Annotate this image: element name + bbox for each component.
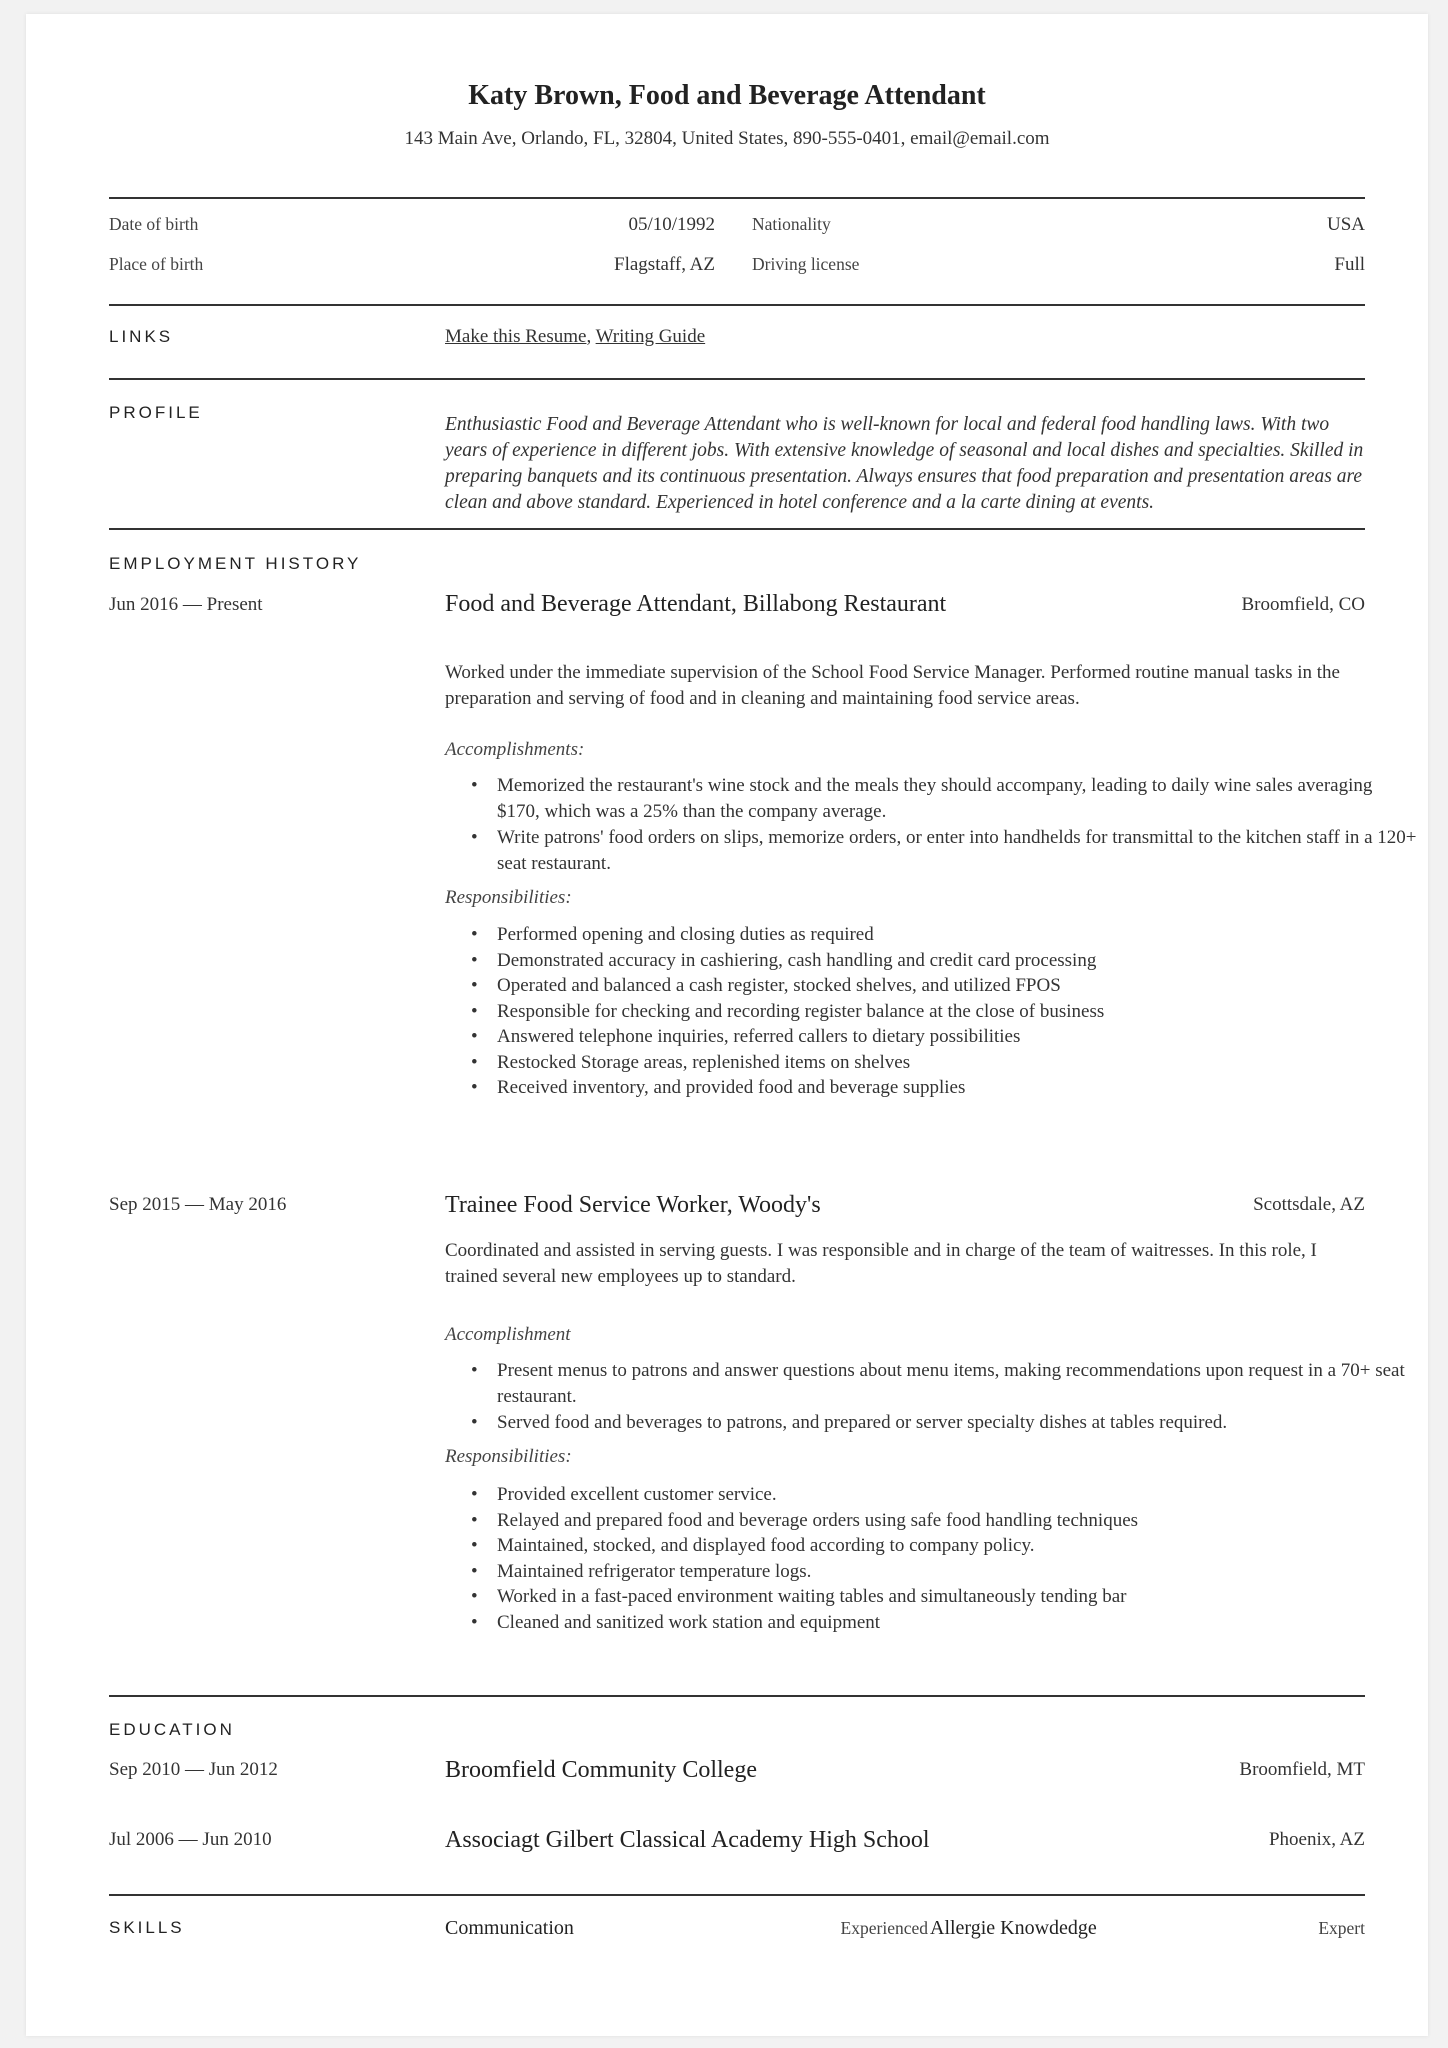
job-dates: Sep 2015 — May 2016 bbox=[109, 1194, 287, 1215]
list-item: • Demonstrated accuracy in cashiering, cash handling and credit card processing bbox=[497, 948, 1417, 974]
resume-page bbox=[26, 14, 1428, 2036]
job-dates: Jun 2016 — Present bbox=[109, 594, 263, 615]
dob-label: Date of birth bbox=[109, 214, 199, 234]
pob-value: Flagstaff, AZ bbox=[614, 254, 715, 275]
accomplishments-list bbox=[445, 773, 1417, 877]
list-item: • Write patrons' food orders on slips, memorize orders, or enter into handhelds for transmittal to the kitchen staff in a 120+ seat restaurant. bbox=[497, 825, 1417, 877]
job-description: Coordinated and assisted in serving guests. I was responsible and in charge of the team of waitresses. In this role, I trained several new employees up to standard. bbox=[445, 1240, 1317, 1287]
list-item: • Memorized the restaurant's wine stock and the meals they should accompany, leading to daily wine sales averaging $170, which was a 25% than the company average. bbox=[497, 773, 1417, 825]
list-item: • Operated and balanced a cash register, stocked shelves, and utilized FPOS bbox=[497, 973, 1417, 999]
list-item: • Relayed and prepared food and beverage orders using safe food handling techniques bbox=[497, 1508, 1417, 1534]
writing-guide-link[interactable]: Writing Guide bbox=[595, 326, 706, 347]
responsibilities-list bbox=[445, 922, 1417, 1101]
divider bbox=[109, 1695, 1365, 1697]
divider bbox=[109, 1894, 1365, 1896]
job-description: Worked under the immediate supervision of the School Food Service Manager. Performed routine manual tasks in the preparation and serving of food and in cleaning and maintaining food service areas. bbox=[445, 662, 1340, 709]
education-heading: EDUCATION bbox=[109, 1720, 235, 1739]
employment-heading: EMPLOYMENT HISTORY bbox=[109, 554, 362, 573]
links-separator: , bbox=[586, 326, 592, 347]
links-heading: LINKS bbox=[109, 327, 174, 346]
list-item: • Present menus to patrons and answer questions about menu items, making recommendations upon request in a 70+ seat restaurant. bbox=[497, 1358, 1417, 1410]
school-city: Broomfield, MT bbox=[1239, 1759, 1365, 1780]
job-title: Trainee Food Service Worker, Woody's bbox=[445, 1192, 821, 1218]
accomplishments-label: Accomplishment bbox=[445, 1324, 571, 1345]
school-name: Broomfield Community College bbox=[445, 1757, 757, 1783]
accomplishments-label: Accomplishments: bbox=[445, 739, 585, 760]
job-city: Scottsdale, AZ bbox=[1253, 1194, 1365, 1215]
responsibilities-label: Responsibilities: bbox=[445, 1446, 572, 1467]
list-item: • Maintained, stocked, and displayed food according to company policy. bbox=[497, 1533, 1417, 1559]
divider bbox=[109, 528, 1365, 530]
skill-name: Allergie Knowdedge bbox=[930, 1917, 1097, 1939]
make-resume-link[interactable]: Make this Resume bbox=[445, 326, 587, 347]
contact-info: 143 Main Ave, Orlando, FL, 32804, United States, 890-555-0401, email@email.com bbox=[404, 128, 1050, 149]
resume-name: Katy Brown, Food and Beverage Attendant bbox=[468, 80, 986, 111]
school-name: Associagt Gilbert Classical Academy High School bbox=[445, 1827, 930, 1853]
license-value: Full bbox=[1334, 254, 1365, 275]
education-dates: Sep 2010 — Jun 2012 bbox=[109, 1759, 278, 1780]
links-list bbox=[445, 326, 705, 348]
list-item: • Maintained refrigerator temperature logs. bbox=[497, 1559, 1417, 1585]
nationality-label: Nationality bbox=[752, 214, 831, 234]
responsibilities-list bbox=[445, 1482, 1417, 1635]
education-dates: Jul 2006 — Jun 2010 bbox=[109, 1829, 272, 1850]
skill-name: Communication bbox=[445, 1917, 574, 1939]
divider bbox=[109, 197, 1365, 199]
list-item: • Performed opening and closing duties as required bbox=[497, 922, 1417, 948]
list-item: • Restocked Storage areas, replenished items on shelves bbox=[497, 1050, 1417, 1076]
divider bbox=[109, 304, 1365, 306]
list-item: • Worked in a fast-paced environment waiting tables and simultaneously tending bar bbox=[497, 1584, 1417, 1610]
license-label: Driving license bbox=[752, 254, 860, 274]
nationality-value: USA bbox=[1326, 214, 1365, 235]
list-item: • Answered telephone inquiries, referred callers to dietary possibilities bbox=[497, 1024, 1417, 1050]
divider bbox=[109, 378, 1365, 380]
job-city: Broomfield, CO bbox=[1241, 594, 1365, 615]
job-title: Food and Beverage Attendant, Billabong Restaurant bbox=[445, 591, 947, 617]
skill-level: Experienced bbox=[840, 1918, 928, 1938]
list-item: • Responsible for checking and recording register balance at the close of business bbox=[497, 999, 1417, 1025]
list-item: • Served food and beverages to patrons, and prepared or server specialty dishes at tables required. bbox=[497, 1410, 1417, 1436]
accomplishments-list bbox=[445, 1358, 1417, 1436]
skills-heading: SKILLS bbox=[109, 1918, 185, 1937]
dob-value: 05/10/1992 bbox=[628, 214, 715, 235]
pob-label: Place of birth bbox=[109, 254, 204, 274]
profile-heading: PROFILE bbox=[109, 403, 203, 422]
school-city: Phoenix, AZ bbox=[1268, 1829, 1365, 1850]
list-item: • Provided excellent customer service. bbox=[497, 1482, 1417, 1508]
list-item: • Received inventory, and provided food and beverage supplies bbox=[497, 1075, 1417, 1101]
list-item: • Cleaned and sanitized work station and equipment bbox=[497, 1610, 1417, 1636]
skill-level: Expert bbox=[1318, 1918, 1365, 1938]
responsibilities-label: Responsibilities: bbox=[445, 887, 572, 908]
profile-text: Enthusiastic Food and Beverage Attendant who is well-known for local and federal food handling laws. With two years of experience in different jobs. With extensive knowledge of seasonal and local dishes and specialties. Skilled in preparing banquets and its continuous presentation. Always ensures that food preparation and presentation areas are clean and above standard. Experienced in hotel conference and a la carte dining at events. bbox=[445, 414, 1364, 513]
